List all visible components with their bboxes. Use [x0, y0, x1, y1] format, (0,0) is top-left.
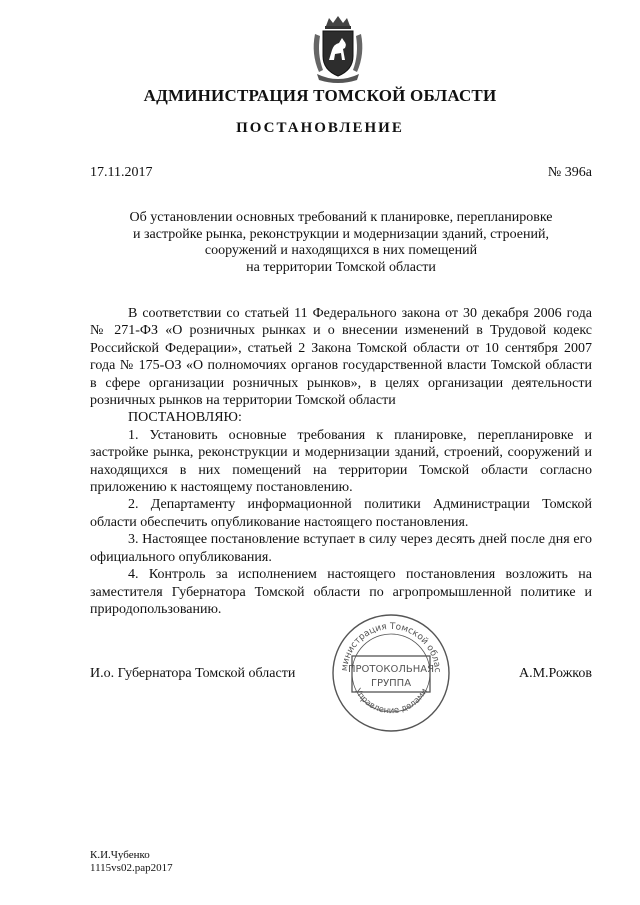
decree-item-1: 1. Установить основные требования к планировке, перепланировке и застройке рынка, реконструкции и модернизации зданий, строений, сооружений и находящихся в них помещений на территории Томской области согласно приложению к настоящему постановлению.: [90, 427, 592, 496]
signatory-title: И.о. Губернатора Томской области: [90, 666, 296, 681]
document-date: 17.11.2017: [90, 165, 153, 180]
executor-block: [90, 849, 173, 875]
file-reference: 1115vs02.pap2017: [90, 862, 173, 874]
decree-word: ПОСТАНОВЛЯЮ:: [128, 410, 242, 426]
stamp-inner-line1: ПРОТОКОЛЬНАЯ: [347, 664, 435, 675]
subject-line: сооружений и находящихся в них помещений: [204, 243, 478, 258]
executor-name: К.И.Чубенко: [90, 849, 150, 861]
decree-item-3: 3. Настоящее постановление вступает в силу через десять дней после дня его официального опубликования.: [90, 532, 592, 565]
document-subject: [90, 210, 592, 276]
decree-item-4: 4. Контроль за исполнением настоящего постановления возложить на заместителя Губернатора Томской области по агропромышленной политике и природопользованию.: [90, 567, 592, 617]
stamp-outer-text: министрация Томской облас: [339, 621, 443, 673]
document-body: [90, 305, 592, 618]
organization-title: АДМИНИСТРАЦИЯ ТОМСКОЙ ОБЛАСТИ: [143, 86, 497, 105]
subject-line: и застройке рынка, реконструкции и модернизации зданий, строений,: [133, 226, 549, 242]
document-number: № 396а: [547, 165, 592, 180]
coat-of-arms-icon: [309, 14, 367, 84]
document-type-title: ПОСТАНОВЛЕНИЕ: [236, 120, 404, 136]
preamble-paragraph: В соответствии со статьей 11 Федерального закона от 30 декабря 2006 года № 271-ФЗ «О розничных рынках и о внесении изменений в Трудовой кодекс Российской Федерации», статьей 2 Закона Томской области от 10 сентября 2007 года № 175-ОЗ «О полномочиях органов государственной власти Томской области в сфере организации розничных рынков», в целях организации деятельности розничных рынков на территории Томской области: [90, 306, 592, 409]
subject-line: Об установлении основных требований к планировке, перепланировке: [129, 210, 553, 225]
stamp-bottom-text: Управление делами: [352, 686, 430, 717]
protocol-group-stamp: [330, 612, 452, 734]
signatory-name: А.М.Рожков: [518, 666, 592, 681]
stamp-inner-line2: ГРУППА: [370, 678, 412, 689]
decree-item-2: 2. Департаменту информационной политики Администрации Томской области обеспечить опубликование настоящего постановления.: [90, 497, 592, 530]
subject-line: на территории Томской области: [246, 259, 436, 275]
